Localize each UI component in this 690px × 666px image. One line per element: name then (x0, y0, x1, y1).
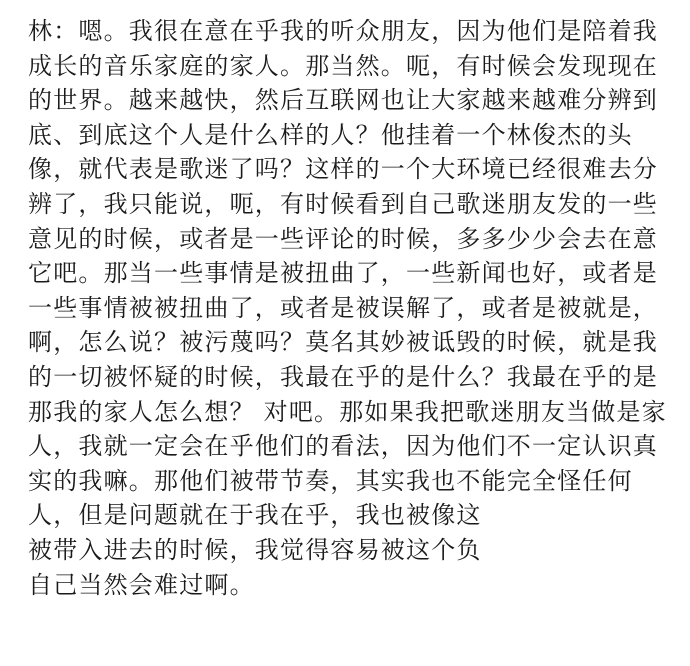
text-line: 意见的时候，或者是一些评论的时候，多多少少会去在意 (28, 224, 658, 253)
text-line-truncated: 人，但是问题就在于我在乎，我也被像这 (28, 501, 482, 530)
text-line: 一些事情被被扭曲了，或者是被误解了，或者是被就是， (28, 293, 658, 322)
text-line: 它吧。那当一些事情是被扭曲了，一些新闻也好，或者是 (28, 259, 658, 288)
text-line: 那我的家人怎么想？ 对吧。那如果我把歌迷朋友当做是家 (28, 397, 667, 426)
text-line-truncated: 被带入进去的时候，我觉得容易被这个负 (28, 535, 482, 564)
text-line: 的世界。越来越快，然后互联网也让大家越来越难分辨到 (28, 86, 658, 115)
text-line: 林：嗯。我很在意在乎我的听众朋友，因为他们是陪着我 (28, 17, 658, 45)
text-line: 成长的音乐家庭的家人。那当然。呃，有时候会发现现在 (28, 51, 658, 80)
text-line: 实的我嘛。那他们被带节奏，其实我也不能完全怪任何 (28, 466, 633, 495)
text-line: 的一切被怀疑的时候，我最在乎的是什么？我最在乎的是 (28, 362, 658, 391)
transcript-text (28, 14, 678, 602)
text-line: 人，我就一定会在乎他们的看法，因为他们不一定认识真 (28, 432, 658, 461)
text-line: 像，就代表是歌迷了吗？这样的一个大环境已经很难去分 (28, 155, 658, 184)
text-line: 啊，怎么说？被污蔑吗？莫名其妙被诋毁的时候，就是我 (28, 328, 658, 357)
text-line: 辨了，我只能说，呃，有时候看到自己歌迷朋友发的一些 (28, 189, 658, 218)
text-line: 底、到底这个人是什么样的人？他挂着一个林俊杰的头 (28, 120, 633, 149)
text-line: 自己当然会难过啊。 (28, 570, 255, 599)
